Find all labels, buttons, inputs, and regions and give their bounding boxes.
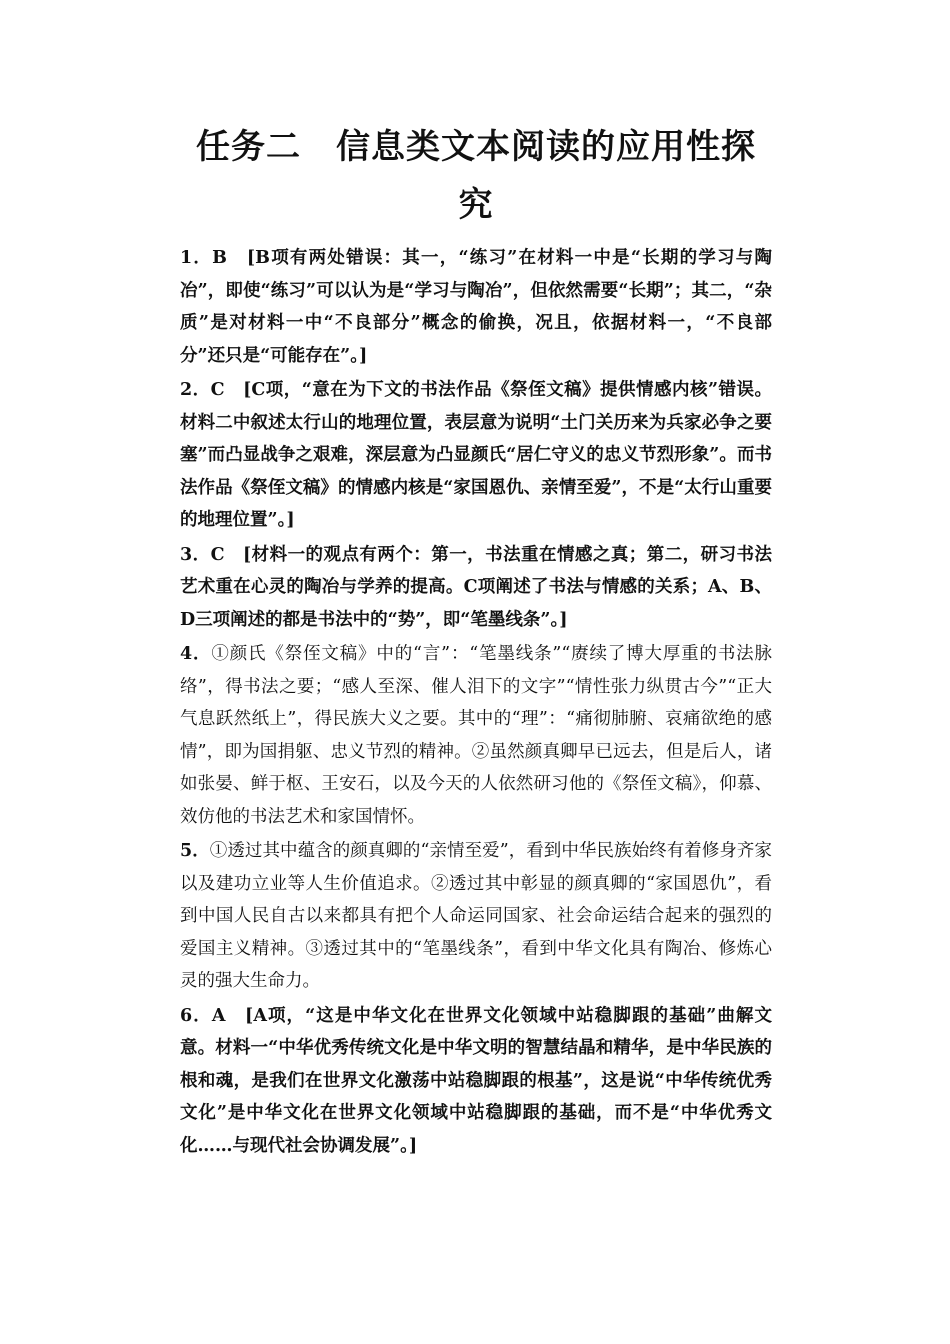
answer-explanation: [C项，“意在为下文的书法作品《祭侄文稿》提供情感内核”错误。材料二中叙述太行山的地理位置，表层意为说明“土门关历来为兵家必争之要塞”而凸显战争之艰难，深层意为凸显颜氏“居仁守义的忠义节烈形象”。而书法作品《祭侄文稿》的情感内核是“家国恩仇、亲情至爱”，不是“太行山重要的地理位置”。] xyxy=(180,380,772,530)
answer-item-4 xyxy=(180,638,772,833)
answer-explanation: [B项有两处错误：其一，“练习”在材料一中是“长期的学习与陶冶”，即使“练习”可以认为是“学习与陶冶”，但依然需要“长期”；其二，“杂质”是对材料一中“不良部分”概念的偷换，况且，依据材料一，“不良部分”还只是“可能存在”。] xyxy=(180,248,772,366)
answer-choice: B xyxy=(212,248,247,268)
answer-explanation: ①透过其中蕴含的颜真卿的“亲情至爱”，看到中华民族始终有着修身齐家以及建功立业等人生价值追求。②透过其中彰显的颜真卿的“家国恩仇”，看到中国人民自古以来都具有把个人命运同国家、社会命运结合起来的强烈的爱国主义精神。③透过其中的“笔墨线条”，看到中华文化具有陶冶、修炼心灵的强大生命力。 xyxy=(180,841,772,991)
answer-page xyxy=(180,118,772,1164)
answer-number: 2． xyxy=(180,380,211,400)
answer-item-3 xyxy=(180,539,772,637)
answer-item-5 xyxy=(180,835,772,998)
answer-number: 4． xyxy=(180,644,212,664)
answer-number: 6． xyxy=(180,1005,212,1026)
answer-item-1 xyxy=(180,242,772,372)
answer-number: 3． xyxy=(180,544,211,565)
answer-item-6 xyxy=(180,1000,772,1163)
answer-number: 1． xyxy=(180,248,213,268)
page-title: 任务二 信息类文本阅读的应用性探究 xyxy=(196,127,756,225)
answer-choice: C xyxy=(210,380,244,400)
answer-explanation: [材料一的观点有两个：第一，书法重在情感之真；第二，研习书法艺术重在心灵的陶冶与学养的提高。C项阐述了书法与情感的关系；A、B、D三项阐述的都是书法中的“势”，即“笔墨线条”。] xyxy=(180,544,772,630)
answer-number: 5． xyxy=(180,841,210,861)
answer-item-2 xyxy=(180,374,772,537)
answer-explanation: [A项，“这是中华文化在世界文化领域中站稳脚跟的基础”曲解文意。材料一“中华优秀传统文化是中华文明的智慧结晶和精华，是中华民族的根和魂，是我们在世界文化激荡中站稳脚跟的根基”，这是说“中华传统优秀文化”是中华文化在世界文化领域中站稳脚跟的基础，而不是“中华优秀文化……与现代社会协调发展”。] xyxy=(180,1005,772,1156)
answer-choice: C xyxy=(210,544,243,565)
answer-explanation: ①颜氏《祭侄文稿》中的“言”：“笔墨线条”“赓续了博大厚重的书法脉络”，得书法之要；“感人至深、催人泪下的文字”“情性张力纵贯古今”“正大气息跃然纸上”，得民族大义之要。其中的“理”：“痛彻肺腑、哀痛欲绝的感情”，即为国捐躯、忠义节烈的精神。②虽然颜真卿早已远去，但是后人，诸如张晏、鲜于枢、王安石，以及今天的人依然研习他的《祭侄文稿》，仰慕、效仿他的书法艺术和家国情怀。 xyxy=(180,644,772,827)
answer-choice: A xyxy=(211,1005,246,1026)
